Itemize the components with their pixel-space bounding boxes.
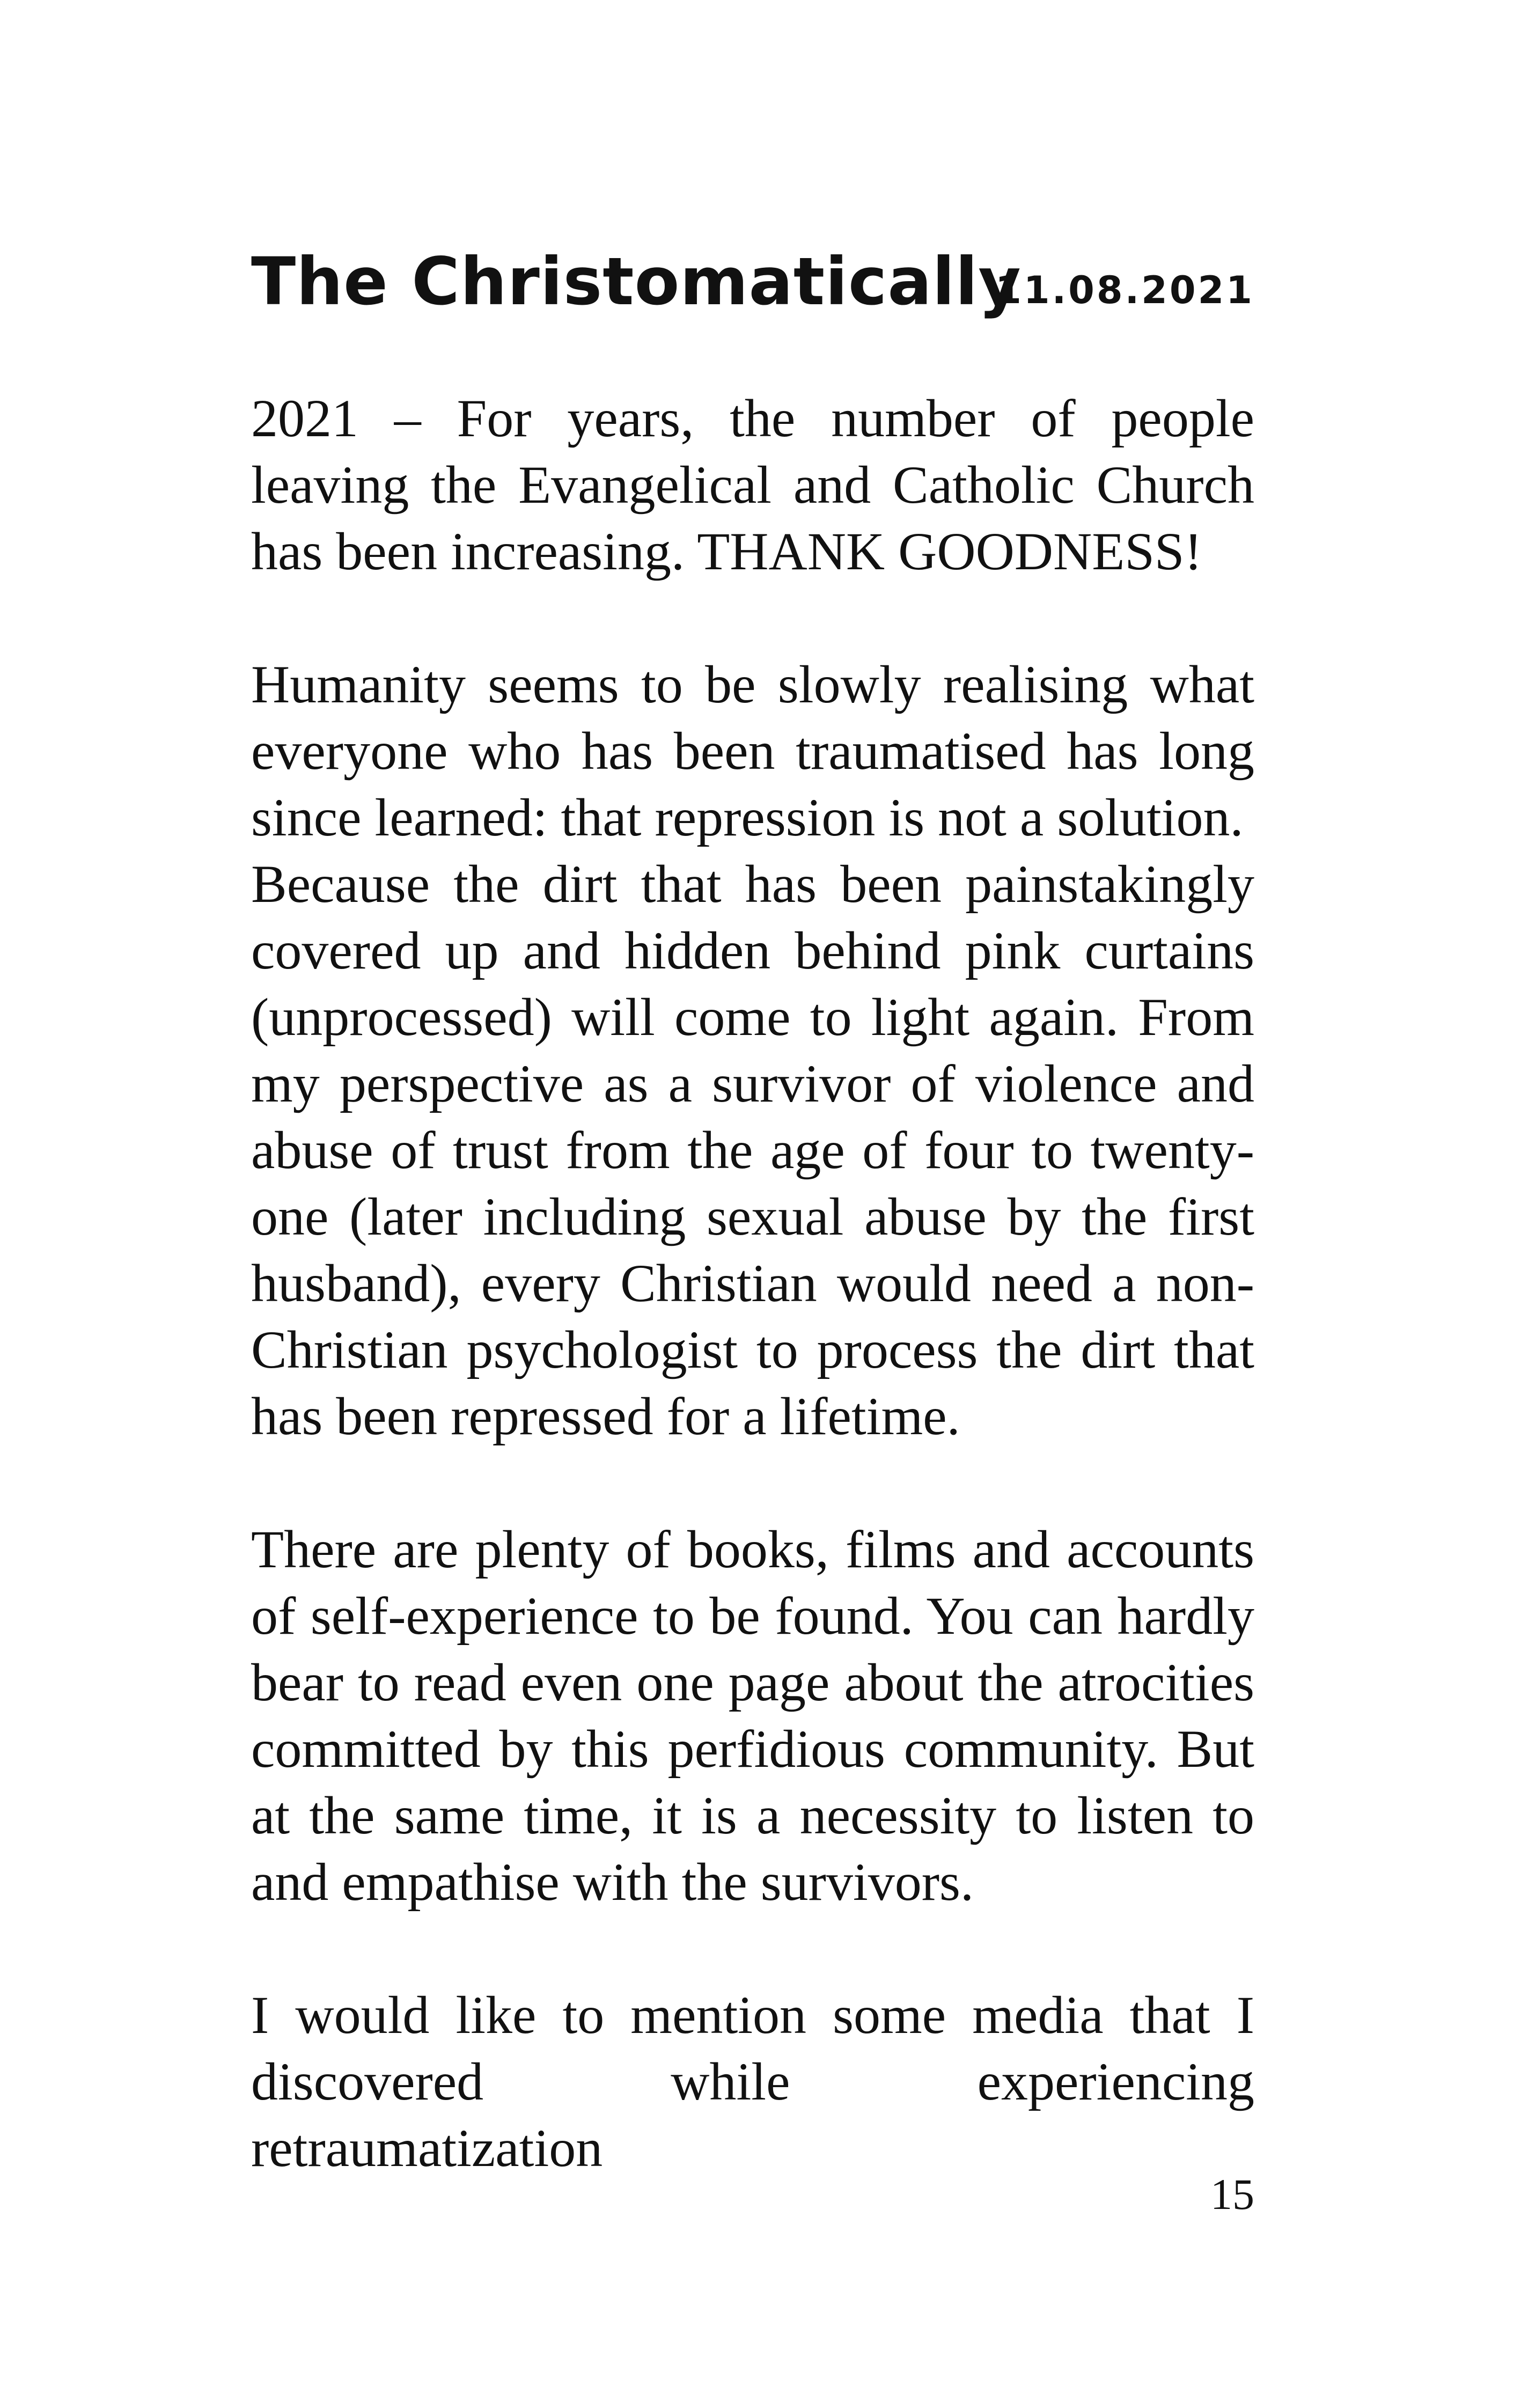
paragraph: Because the dirt that has been painstakingly covered up and hidden behind pink curtains (unprocessed) will come to light again. From my perspective as a survivor of violence and abuse of trust from the age of four to twenty-one (later including sexual abuse by the first husband), every Christian would need a non-Christian psychologist to process the dirt that has been repressed for a lifetime. (251, 854, 1254, 1446)
entry-date: 11.08.2021 (995, 268, 1254, 312)
body-text (251, 385, 1254, 2182)
chapter-title: The Christomatically (251, 244, 1022, 320)
paragraph: Humanity seems to be slowly realising what everyone who has been traumatised has long since learned: that repression is not a solution. (251, 655, 1254, 847)
paragraph: I would like to mention some media that I discovered while experiencing retraumatization (251, 1985, 1254, 2178)
paragraph: 2021 – For years, the number of people leaving the Evangelical and Catholic Church has been increasing. THANK GOODNESS! (251, 388, 1254, 581)
page-number: 15 (1210, 2170, 1254, 2219)
page-header (251, 236, 1254, 338)
paragraph: There are plenty of books, films and accounts of self-experience to be found. You can hardly bear to read even one page about the atrocities committed by this perfidious community. But at the same time, it is a necessity to listen to and empathise with the survivors. (251, 1519, 1254, 1912)
